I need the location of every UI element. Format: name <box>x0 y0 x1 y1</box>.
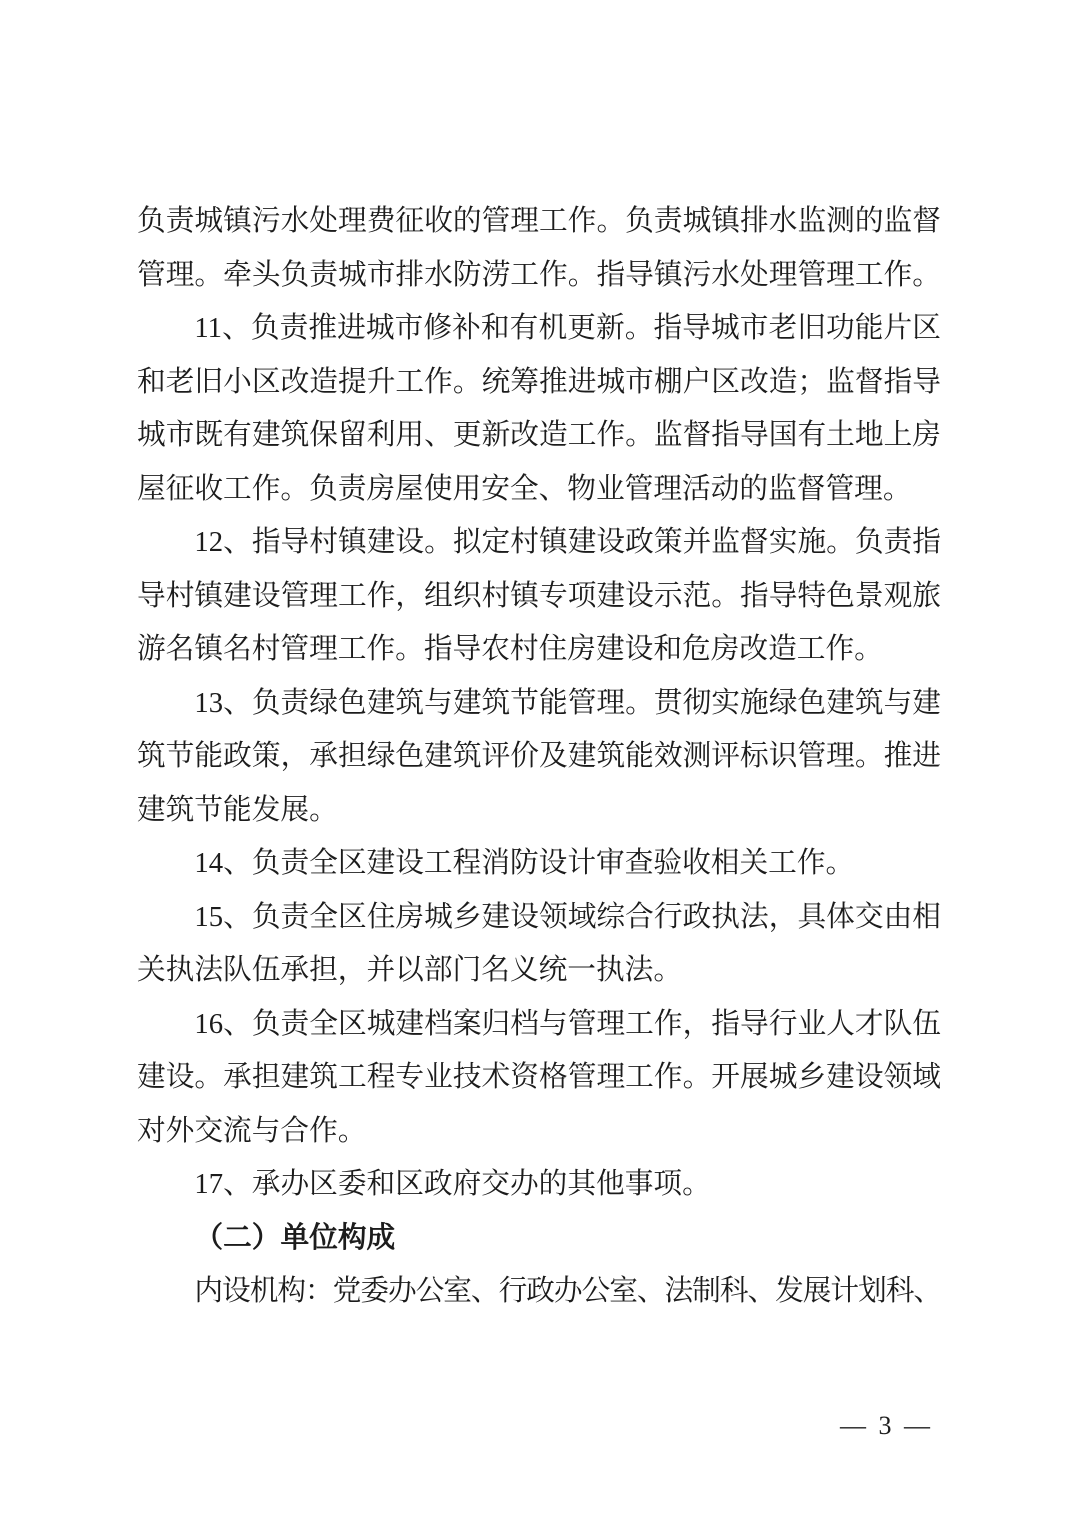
text-line: 11、负责推进城市修补和有机更新。指导城市老旧功能片区 <box>194 312 941 344</box>
text-line: 导村镇建设管理工作，组织村镇专项建设示范。指导特色景观旅 <box>137 579 941 612</box>
text-line: 12、指导村镇建设。拟定村镇建设政策并监督实施。负责指 <box>194 526 941 558</box>
page-number <box>840 1406 933 1446</box>
text-line: 建筑节能发展。 <box>137 793 338 826</box>
text-line: 14、负责全区建设工程消防设计审查验收相关工作。 <box>194 847 855 879</box>
text-line: 建设。承担建筑工程专业技术资格管理工作。开展城乡建设领域 <box>137 1061 941 1093</box>
text-line: 管理。牵头负责城市排水防涝工作。指导镇污水处理管理工作。 <box>137 258 941 291</box>
text-line: 城市既有建筑保留利用、更新改造工作。监督指导国有土地上房 <box>137 419 941 451</box>
text-line: 13、负责绿色建筑与建筑节能管理。贯彻实施绿色建筑与建 <box>194 686 941 719</box>
text-line: 16、负责全区城建档案归档与管理工作，指导行业人才队伍 <box>194 1007 941 1040</box>
text-line: 对外交流与合作。 <box>137 1114 367 1147</box>
text-line: 15、负责全区住房城乡建设领域综合行政执法，具体交由相 <box>194 900 941 933</box>
page-number-label: — 3 — <box>840 1411 933 1440</box>
document-body <box>137 195 941 1319</box>
text-line: 内设机构：党委办公室、行政办公室、法制科、发展计划科、 <box>194 1275 941 1307</box>
text-line: 关执法队伍承担，并以部门名义统一执法。 <box>137 954 683 986</box>
text-line: 屋征收工作。负责房屋使用安全、物业管理活动的监督管理。 <box>137 472 912 505</box>
text-line: 筑节能政策，承担绿色建筑评价及建筑能效测评标识管理。推进 <box>137 740 941 772</box>
section-heading: （二）单位构成 <box>194 1221 396 1254</box>
text-line: 17、承办区委和区政府交办的其他事项。 <box>194 1168 711 1200</box>
text-line: 负责城镇污水处理费征收的管理工作。负责城镇排水监测的监督 <box>137 205 941 237</box>
text-line: 游名镇名村管理工作。指导农村住房建设和危房改造工作。 <box>137 633 883 665</box>
text-line: 和老旧小区改造提升工作。统筹推进城市棚户区改造；监督指导 <box>137 365 941 398</box>
